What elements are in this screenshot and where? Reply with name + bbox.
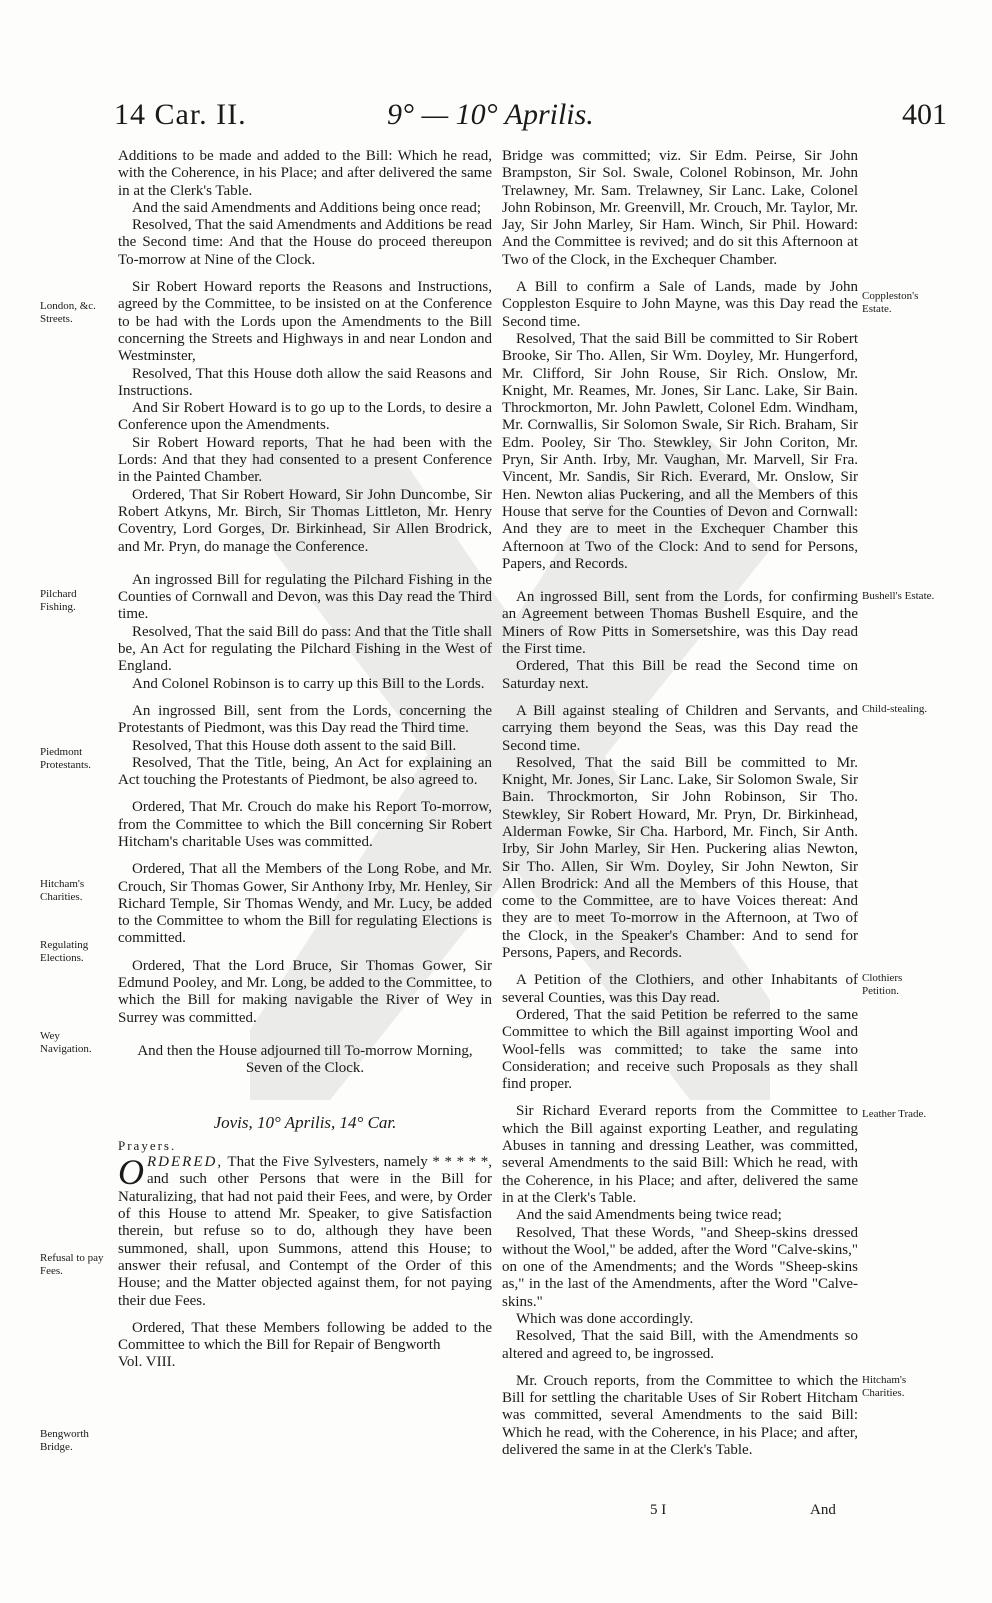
paragraph: Ordered, That Sir Robert Howard, Sir John Duncombe, Sir Robert Atkyns, Mr. Birch, Sir Thomas Littleton, Mr. Henry Coventry, Lord Gorges, Dr. Birkinhead, Sir Allen Brodrick, and Mr. Pryn, do manage the Conference.: [118, 486, 492, 555]
drop-cap: O: [118, 1152, 144, 1193]
paragraph: Bridge was committed; viz. Sir Edm. Peirse, Sir John Brampston, Sir Sol. Swale, Colonel Robinson, Mr. John Trelawney, Mr. Sam. Trelawney, Sir Lanc. Lake, Colonel John Robinson, Mr. Greenvill, Mr. Crouch, Mr. Taylor, Mr. Jay, Sir John Marley, Sir Ham. Winch, Sir Phil. Howard: And the Committee is revived; and do sit this Afternoon at Two of the Clock, in the Exchequer Chamber.: [502, 148, 858, 268]
margin-note-hitchams-right: Hitcham's Charities.: [862, 1374, 907, 1399]
paragraph: Resolved, That the Title, being, An Act for explaining an Act touching the Protestants of Piedmont, be also agreed to.: [118, 754, 492, 789]
page-number: 401: [902, 98, 947, 131]
margin-note-elections: Regulating Elections.: [40, 939, 89, 964]
volume-signature: Vol. VIII.: [118, 1354, 176, 1371]
paragraph: And the said Amendments and Additions being once read;: [132, 199, 482, 216]
margin-note-bushell: Bushell's Estate.: [862, 590, 935, 602]
margin-note-wey: Wey Navigation.: [40, 1030, 92, 1055]
paragraph: An ingrossed Bill, sent from the Lords, concerning the Protestants of Piedmont, was this Day read the Third time.: [118, 702, 492, 737]
adjournment: And then the House adjourned till To-morrow Morning, Seven of the Clock.: [137, 1042, 473, 1077]
margin-note-bengworth: Bengworth Bridge.: [40, 1428, 89, 1453]
prayers-heading: Prayers.: [118, 1137, 177, 1153]
margin-note-piedmont: Piedmont Protestants.: [40, 746, 92, 771]
paragraph: A Bill against stealing of Children and Servants, and carrying them beyond the Seas, was this Day read the Second time.: [502, 702, 858, 754]
margin-note-pilchard: Pilchard Fishing.: [40, 588, 77, 613]
paragraph: Resolved, That the said Bill, with the Amendments so altered and agreed to, be ingrossed.: [502, 1328, 858, 1362]
paragraph: Mr. Crouch reports, from the Committee to which the Bill for settling the charitable Uses of Sir Robert Hitcham was committed, several Amendments to the said Bill: Which he read, with the Coherence, in his Place; and after, delivered the same in at the Clerk's Table.: [502, 1372, 858, 1459]
left-column: [118, 148, 492, 1372]
paragraph: Resolved, That the said Bill be committed to Mr. Knight, Mr. Jones, Sir Lanc. Lake, Sir Solomon Swale, Sir Bain. Throckmorton, Sir John Robinson, Sir Tho. Stewkley, Sir Robert Howard, Mr. Pryn, Dr. Birkinhead, Alderman Fowke, Sir Cha. Harbord, Mr. Finch, Sir Anth. Irby, Sir John Marley, Sir Hen. Puckering alias Newton, Sir Tho. Allen, Sir Wm. Doyley, Sir John Newton, Sir Allen Brodrick: And all the Members of this House, that come to the Committee, are to have Voices thereat: And they are to meet To-morrow in the Afternoon, at Two of the Clock, in the Speaker's Chamber: And to send for Persons, Papers, and Records.: [502, 754, 858, 962]
paragraph-text: That the Five Sylvesters, namely * * * * *, and such other Persons that were in the Bill for Naturalizing, that had not paid their Fees, and were, by Order of this House to attend Mr. Speaker, to give Satisfaction therein, but refuse so to do, although they have been summoned, shall, upon Summons, attend this House; to answer their refusal, and Contempt of the Order of this House; and the Matter objected against them, for not paying their due Fees.: [118, 1154, 493, 1309]
paragraph: Resolved, That the said Amendments and Additions be read the Second time: And that the House do proceed thereupon To-morrow at Nine of the Clock.: [118, 217, 492, 268]
paragraph: Ordered, That the said Petition be referred to the same Committee to which the Bill against importing Wool and Wool-fells was committed; to take the same into Consideration; and receive such Proposals as they shall find proper.: [502, 1006, 858, 1093]
paragraph: Additions to be made and added to the Bill: Which he read, with the Coherence, in his Place; and after delivered the same in at the Clerk's Table.: [118, 148, 492, 199]
running-head-reign: 14 Car. II.: [114, 98, 247, 131]
paragraph: Resolved, That the said Bill be committed to Sir Robert Brooke, Sir Tho. Allen, Sir Wm. Doyley, Mr. Hungerford, Mr. Clifford, Sir John Rouse, Sir Rich. Onslow, Mr. Knight, Mr. Reames, Mr. Jones, Sir Lanc. Lake, Sir Bain. Throckmorton, Mr. John Pawlett, Colonel Edm. Windham, Mr. Cornwallis, Sir Solomon Swale, Sir Rich. Braham, Sir Edm. Pooley, Sir Tho. Stewkley, Sir John Coriton, Mr. Pryn, Sir Anth. Irby, Mr. Vaughan, Mr. Marvell, Sir Fra. Vincent, Mr. Sandis, Sir Rich. Everard, Mr. Onslow, Sir Hen. Newton alias Puckering, and all the Members of this House that serve for the Counties of Devon and Cornwall: And they are to meet in the Exchequer Chamber this Afternoon at Two of the Clock: And to send for Persons, Papers, and Records.: [502, 330, 858, 572]
margin-note-child-stealing: Child-stealing.: [862, 703, 928, 715]
margin-note-hitchams-left: Hitcham's Charities.: [40, 878, 85, 903]
margin-note-clothiers: Clothiers Petition.: [862, 972, 903, 997]
paragraph: And Sir Robert Howard is to go up to the Lords, to desire a Conference upon the Amendments.: [118, 400, 492, 434]
margin-note-coppleston: Coppleston's Estate.: [862, 290, 919, 315]
right-column: [502, 148, 858, 1459]
paragraph: Sir Richard Everard reports from the Committee to which the Bill against exporting Leather, and regulating Abuses in tanning and dressing Leather, was committed, several Amendments to the said Bill: Which he read, with the Coherence, in his Place; and after, delivered the same in at the Clerk's Table.: [502, 1103, 858, 1206]
printer-signature: 5 I: [650, 1502, 667, 1518]
paragraph: Resolved, That this House doth assent to the said Bill.: [132, 737, 457, 754]
paragraph: Resolved, That the said Bill do pass: And that the Title shall be, An Act for regulating the Pilchard Fishing in the West of England.: [118, 623, 492, 675]
paragraph: An ingrossed Bill for regulating the Pilchard Fishing in the Counties of Cornwall and Devon, was this Day read the Third time.: [118, 571, 492, 623]
ordered-caps: RDERED,: [147, 1154, 224, 1171]
paragraph: Ordered, That all the Members of the Long Robe, and Mr. Crouch, Sir Thomas Gower, Sir Anthony Irby, Mr. Henley, Sir Richard Temple, Sir Thomas Wendy, and Mr. Lucy, be added to the Committee to whom the Bill for regulating Elections is committed.: [118, 861, 492, 947]
margin-note-leather: Leather Trade.: [862, 1108, 927, 1120]
journal-heading: Jovis, 10° Aprilis, 14° Car.: [213, 1112, 397, 1132]
paragraph: An ingrossed Bill, sent from the Lords, for confirming an Agreement between Thomas Bushell Esquire, and the Miners of Row Pitts in Somersetshire, was this Day read the First time.: [502, 589, 858, 658]
paragraph: And Colonel Robinson is to carry up this Bill to the Lords.: [132, 675, 485, 692]
margin-note-london: London, &c. Streets.: [40, 300, 96, 325]
paragraph: Ordered, That Mr. Crouch do make his Report To-morrow, from the Committee to which the Bill concerning Sir Robert Hitcham's charitable Uses was committed.: [118, 799, 492, 850]
paragraph: Resolved, That this House doth allow the said Reasons and Instructions.: [118, 365, 492, 399]
paragraph: Ordered, That this Bill be read the Second time on Saturday next.: [502, 658, 858, 692]
margin-note-refusal: Refusal to pay Fees.: [40, 1252, 104, 1277]
running-head-date: 9° — 10° Aprilis.: [387, 98, 594, 131]
paragraph: And the said Amendments being twice read;: [516, 1207, 782, 1224]
paragraph: Ordered, That the Lord Bruce, Sir Thomas Gower, Sir Edmund Pooley, and Mr. Long, be added to the Committee, to which the Bill for making navigable the River of Wey in Surrey was committed.: [118, 957, 492, 1026]
paragraph: Sir Robert Howard reports the Reasons and Instructions, agreed by the Committee, to be insisted on at the Conference to be had with the Lords upon the Amendments to the Bill concerning the Streets and Highways in and near London and Westminster,: [118, 279, 492, 365]
paragraph-ordered: [118, 1154, 492, 1310]
paragraph: Sir Robert Howard reports, That he had been with the Lords: And that they had consented to a present Conference in the Painted Chamber.: [118, 434, 492, 486]
paragraph: Resolved, That these Words, "and Sheep-skins dressed without the Wool," be added, after the Word "Calve-skins," on one of the Amendments; and the Words "Sheep-skins as," in the last of the Amendments, after the Word "Calve-skins.": [502, 1224, 858, 1310]
catchword: And: [810, 1502, 836, 1518]
paragraph: Ordered, That these Members following be added to the Committee to which the Bill for Repair of Bengworth: [118, 1319, 492, 1354]
paragraph: A Bill to confirm a Sale of Lands, made by John Coppleston Esquire to John Mayne, was this Day read the Second time.: [502, 279, 858, 330]
paragraph: Which was done accordingly.: [516, 1311, 694, 1327]
paragraph: A Petition of the Clothiers, and other Inhabitants of several Counties, was this Day read.: [502, 972, 858, 1006]
